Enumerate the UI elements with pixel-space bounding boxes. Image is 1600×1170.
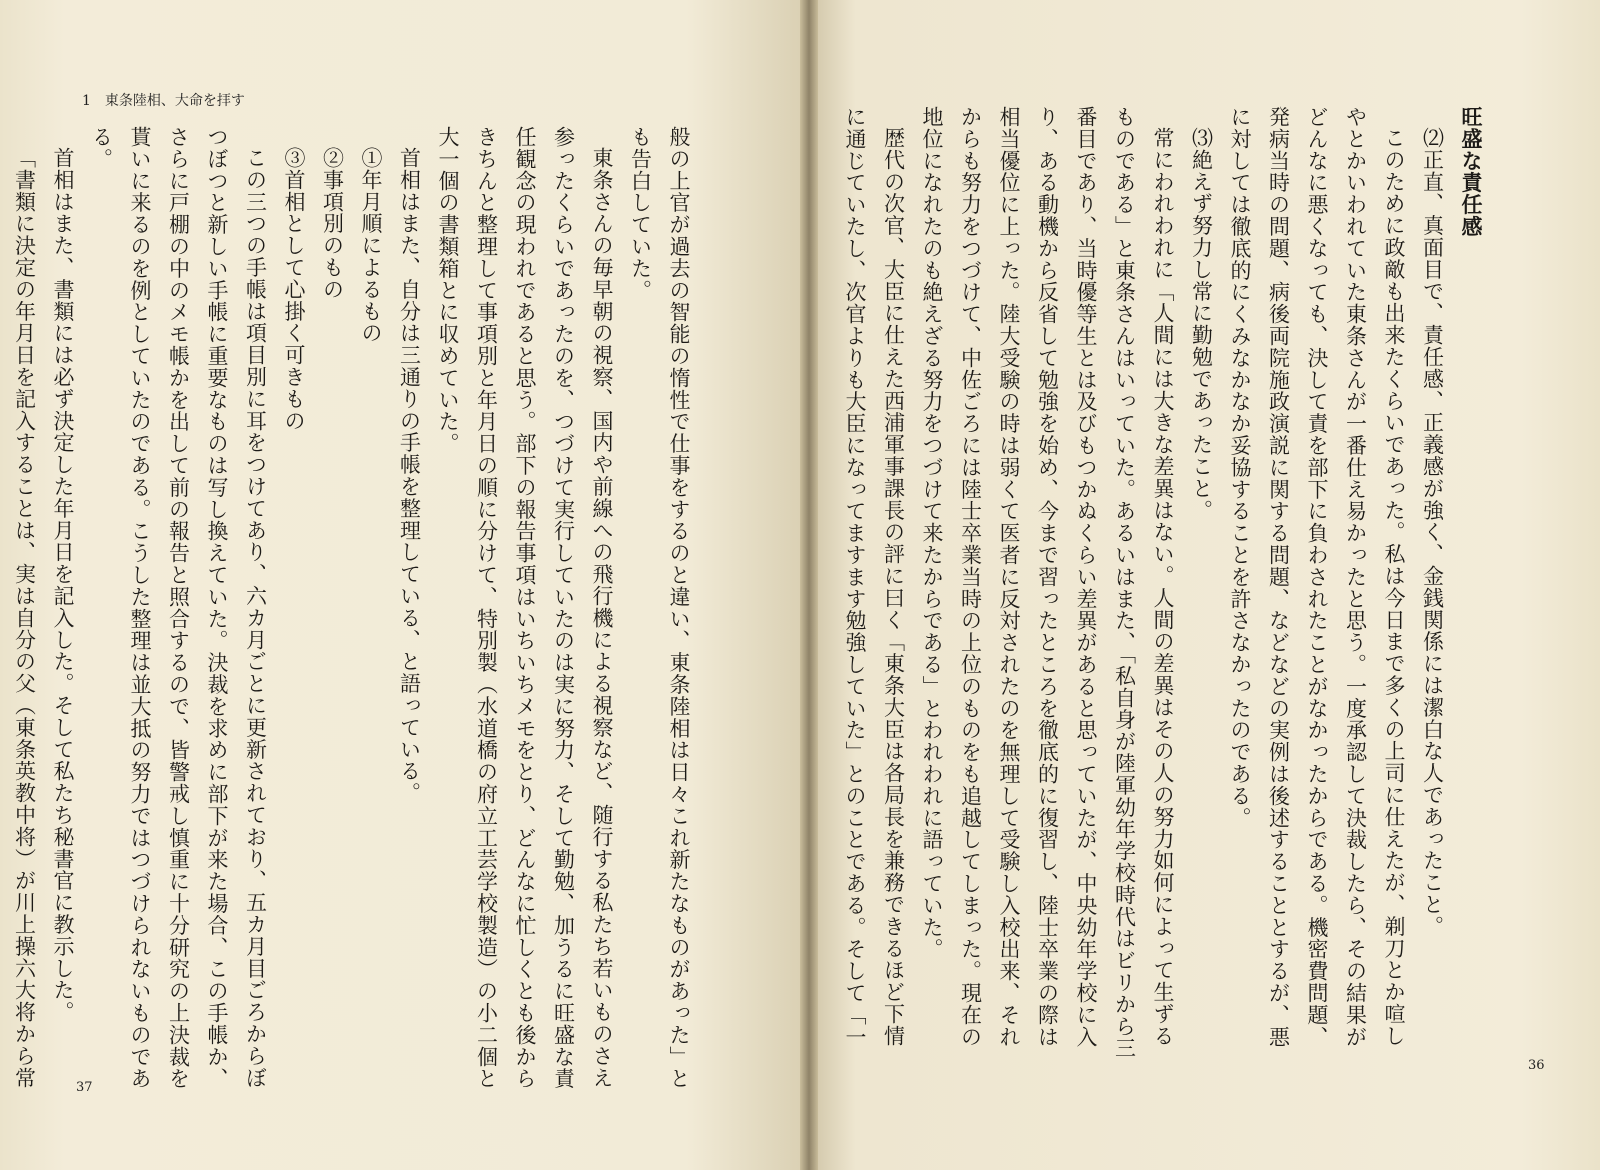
paragraph: 首相はまた、自分は三通りの手帳を整理している、と語っている。 xyxy=(397,147,422,804)
paragraph: 首相はまた、書類には必ず決定した年月日を記入した。そして私たち秘書官に教示した。 xyxy=(51,147,75,1023)
running-head: 1 東条陸相、大命を拝す xyxy=(82,93,245,109)
list-item: ①年月順によるもの xyxy=(359,147,383,345)
paragraph: 東条さんの毎早朝の視察、国内や前線への飛行機による視察など、随行する私たち若いものさえ参ったくらいであったのを、つづけて実行していたのは実に努力、そして勤勉、加うるに旺盛な責任観念の現われであると思う。部下の報告事項はいちいちメモをとり、どんなに忙しくとも後からきちんと整理して事項別と年月日の順に分けて、特別製（水道橋の府立工芸学校製造）の小二個と大一個の書類箱とに収めていた。 xyxy=(436,126,614,1090)
book-gutter xyxy=(800,0,818,1170)
paragraph: 般の上官が過去の智能の惰性で仕事をするのと違い、東条陸相は日々これ新たなものがあった」とも告白していた。 xyxy=(628,126,691,1090)
right-body-text xyxy=(843,106,1490,1066)
paragraph: ⑶絶えず努力し常に勤勉であったこと。 xyxy=(1189,127,1214,522)
page-number: 36 xyxy=(1528,1058,1545,1073)
left-body-text xyxy=(12,126,698,1096)
paragraph: 歴代の次官、大臣に仕えた西浦軍事課長の評に曰く「東条大臣は各局長を兼務できるほど下情に通じていたし、次官よりも大臣になってますます勉強していた」とのことである。そして「一 xyxy=(843,106,906,1048)
paragraph: 常にわれわれに「人間には大きな差異はない。人間の差異はその人の努力如何によって生ずるものである」と東条さんはいっていた。あるいはまた、「私自身が陸軍幼年学校時代はビリから三番目であり、当時優等生とは及びもつかぬくらい差異があると思っていたが、中央幼年学校に入り、ある動機から反省して勉強を始め、今まで習ったところを徹底的に復習し、陸士卒業の際は相当優位に上った。陸大受験の時は弱くて医者に反対されたのを無理して受験し入校出来、それからも努力をつづけて、中佐ごろには陸士卒業当時の上位のものをも追越してしまった。現在の地位になれたのも絶えざる努力をつづけて来たからである」とわれわれに語っていた。 xyxy=(920,106,1175,1060)
list-item: ③首相として心掛く可きもの xyxy=(282,147,306,432)
paragraph: このために政敵も出来たくらいであった。私は今日まで多くの上司に仕えたが、剃刀とか喧しやとかいわれていた東条さんが一番仕え易かったと思う。一度承認して決裁したら、その結果がどんなに悪くなっても、決して責を部下に負わされたことがなかったからである。機密費問題、発病当時の問題、病後両院施政演説に関する問題、などなどの実例は後述することとするが、悪に対しては徹底的にくみなかなか妥協することを許さなかったのである。 xyxy=(1228,106,1406,1048)
paragraph: この三つの手帳は項目別に耳をつけてあり、六カ月ごとに更新されており、五カ月目ごろからぼつぼつと新しい手帳に重要なものは写し換えていた。決裁を求めに部下が来た場合、この手帳か、さらに戸棚の中のメモ帳かを出して前の報告と照合するので、皆警戒し慎重に十分研究の上決裁を貰いに来るのを例としていたのである。こうした整理は並大抵の努力ではつづけられないものである。 xyxy=(89,126,268,1090)
paragraph: ⑵正直、真面目で、責任感、正義感が強く、金銭関係には潔白な人であったこと。 xyxy=(1420,127,1445,938)
paragraph: 「書類に決定の年月日を記入することは、実は自分の父（東条英教中将）が川上操六大将から常 xyxy=(12,147,37,1089)
list-item: ②事項別のもの xyxy=(320,147,345,301)
section-heading: 旺盛な責任感 xyxy=(1459,106,1484,238)
page-number: 37 xyxy=(76,1080,93,1095)
